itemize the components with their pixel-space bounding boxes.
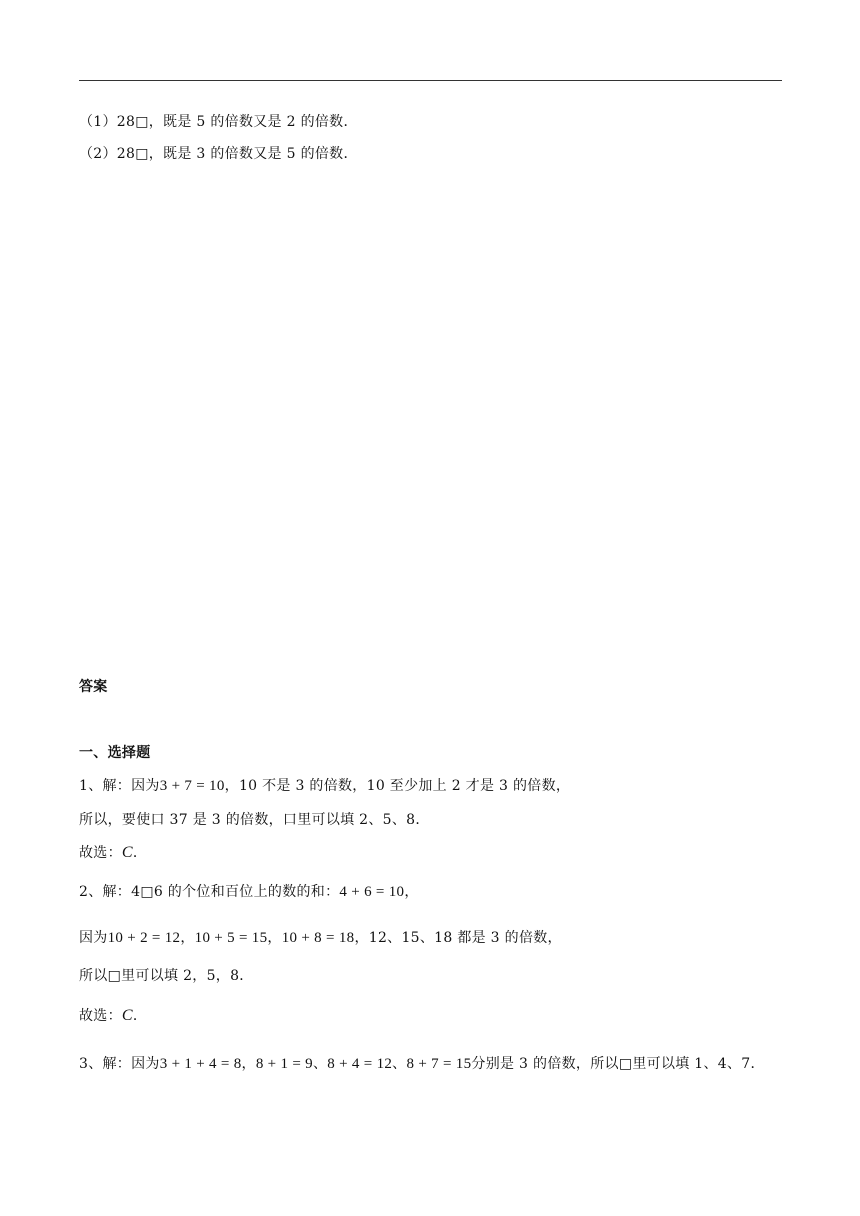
answer-2-equation-1: 10 + 2 = 12	[107, 930, 181, 946]
answer-1-text-a: 1、解：因为	[79, 778, 160, 794]
section-title: 一、选择题	[79, 745, 151, 761]
answer-2-line-3: 所以□里可以填 2，5，8．	[79, 968, 254, 984]
answer-3-equation-3: 8 + 4 = 12	[327, 1056, 393, 1072]
answer-2-sep-2: ，	[267, 930, 282, 946]
answer-1-period: ．	[132, 845, 148, 861]
answer-3-line-1	[79, 1054, 765, 1074]
question-1: （1）28□，既是 5 的倍数又是 2 的倍数．	[79, 114, 358, 130]
answer-2-choice-label: 故选：	[79, 1008, 122, 1024]
answer-2-because: 因为	[79, 930, 108, 946]
answer-2-equation: 4 + 6 = 10	[339, 884, 405, 900]
answer-2-choice: C	[121, 1007, 133, 1024]
question-2: （2）28□，既是 3 的倍数又是 5 的倍数．	[79, 146, 358, 162]
answer-2-equation-2: 10 + 5 = 15	[194, 930, 268, 946]
answer-1-equation: 3 + 7 = 10	[159, 778, 225, 794]
answer-2-line-1	[79, 882, 419, 902]
answer-3-sep-3: 、	[392, 1056, 407, 1072]
answer-1-choice: C	[121, 844, 133, 861]
answer-3-equation-4: 8 + 7 = 15	[406, 1056, 472, 1072]
header-rule	[79, 80, 782, 81]
answer-3-equation-1: 3 + 1 + 4 = 8	[159, 1056, 242, 1072]
answer-1-line-2: 所以，要使口 37 是 3 的倍数，口里可以填 2、5、8．	[79, 812, 430, 828]
answer-2-text-b: ，	[404, 884, 419, 900]
answer-1-choice-label: 故选：	[79, 845, 122, 861]
answer-2-line-2	[79, 928, 562, 948]
answer-1-text-b: ，10 不是 3 的倍数，10 至少加上 2 才是 3 的倍数，	[224, 778, 571, 794]
answer-2-text-a: 2、解：4□6 的个位和百位上的数的和：	[79, 884, 340, 900]
answer-1-line-3	[79, 843, 147, 863]
answer-2-sep-1: ，	[180, 930, 195, 946]
answer-3-text-a: 3、解：因为	[79, 1056, 160, 1072]
answer-2-equation-3: 10 + 8 = 18	[281, 930, 355, 946]
answer-3-sep-1: ，	[241, 1056, 256, 1072]
answer-1-line-1	[79, 776, 570, 796]
answer-3-text-b: 分别是 3 的倍数，所以□里可以填 1、4、7．	[471, 1056, 765, 1072]
answer-2-line-4	[79, 1006, 147, 1026]
answer-3-sep-2: 、	[312, 1056, 328, 1072]
answers-heading: 答案	[79, 679, 108, 695]
answer-2-text-b2: ，12、15、18 都是 3 的倍数，	[354, 930, 562, 946]
answer-3-equation-2: 8 + 1 = 9	[255, 1056, 313, 1072]
answer-2-period: ．	[132, 1008, 148, 1024]
